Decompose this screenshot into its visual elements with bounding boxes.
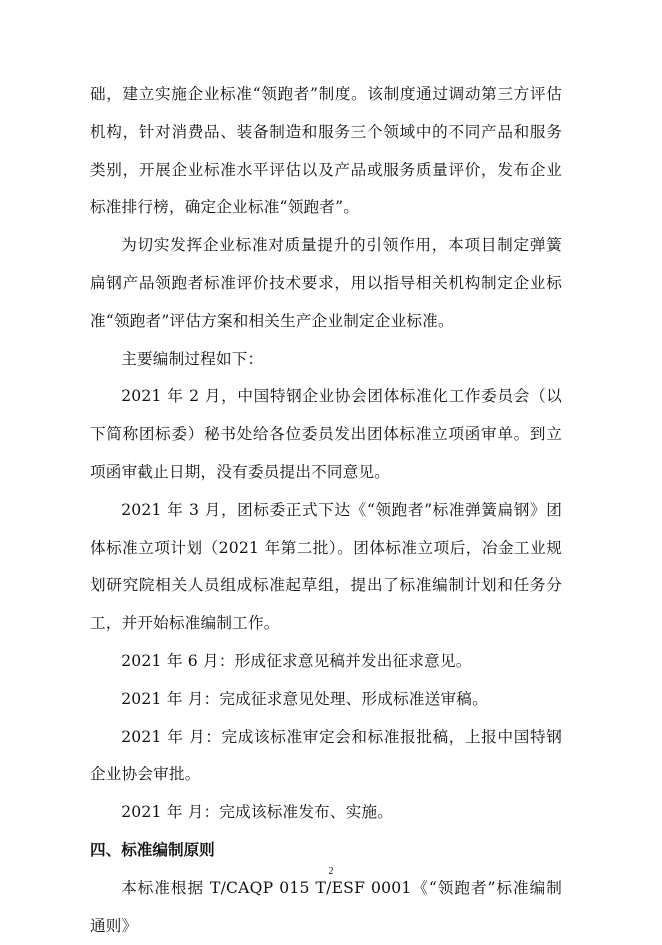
paragraph-section-intro: 本标准根据 T/CAQP 015 T/ESF 0001《“领跑者”标准编制通则》 [90, 878, 562, 935]
paragraph-step-review-draft: 2021 年 月：完成征求意见处理、形成标准送审稿。 [121, 689, 488, 708]
paragraph-2021-06: 2021 年 6 月：形成征求意见稿并发出征求意见。 [121, 651, 472, 670]
paragraph-continuation: 础，建立实施企业标准“领跑者”制度。该制度通过调动第三方评估机构，针对消费品、装备制造和服务三个领域中的不同产品和服务类别，开展企业标准水平评估以及产品或服务质量评价，发布企业标准排行榜，确定企业标准“领跑者”。 [90, 85, 562, 217]
document-body [90, 76, 562, 945]
paragraph-step-approval: 2021 年 月：完成该标准审定会和标准报批稿，上报中国特钢企业协会审批。 [90, 727, 562, 784]
paragraph-2021-03: 2021 年 3 月，团标委正式下达《“领跑者”标准弹簧扁钢》团体标准立项计划（2021 年第二批）。团体标准立项后，冶金工业规划研究院相关人员组成标准起草组，提出了标准编制计划和任务分工，并开始标准编制工作。 [90, 500, 562, 633]
page-number: 2 [328, 866, 334, 877]
section-heading: 四、标准编制原则 [90, 840, 215, 859]
paragraph-2021-02: 2021 年 2 月，中国特钢企业协会团体标准化工作委员会（以下简称团标委）秘书处给各位委员发出团体标准立项函审单。到立项函审截止日期，没有委员提出不同意见。 [90, 387, 562, 481]
paragraph-step-publish: 2021 年 月：完成该标准发布、实施。 [121, 803, 394, 822]
paragraph-purpose: 为切实发挥企业标准对质量提升的引领作用，本项目制定弹簧扁钢产品领跑者标准评价技术要求，用以指导相关机构制定企业标准“领跑者”评估方案和相关生产企业制定企业标准。 [90, 236, 562, 330]
paragraph-process-intro: 主要编制过程如下： [121, 349, 264, 368]
